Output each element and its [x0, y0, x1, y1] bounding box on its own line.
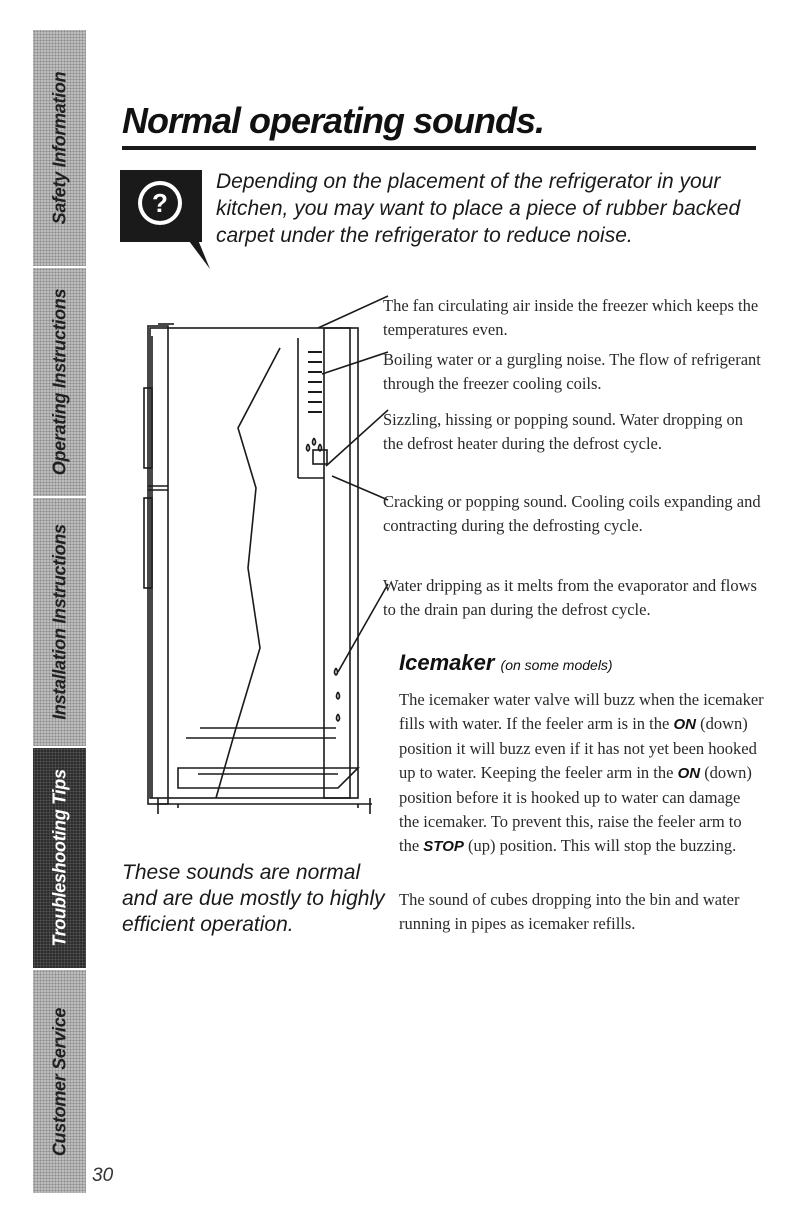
keyword-stop: STOP	[423, 838, 464, 855]
icemaker-cubes-paragraph: The sound of cubes dropping into the bin and water running in pipes as icemaker refills.	[399, 890, 740, 933]
callout-water-dripping: Water dripping as it melts from the evaporator and flows to the drain pan during the defrost cycle.	[383, 576, 757, 619]
text-run: The icemaker water valve will buzz when the icemaker fills with water. If the feeler arm is in the	[399, 690, 764, 733]
icemaker-heading	[399, 650, 613, 676]
icemaker-heading-text: Icemaker	[399, 650, 495, 675]
callout-fan: The fan circulating air inside the freezer which keeps the temperatures even.	[383, 296, 759, 339]
text-run: (up) position. This will stop the buzzing.	[463, 836, 737, 855]
tab-label: Safety Information	[49, 71, 69, 225]
text-run: (down) position it will buzz even if it has not yet been hooked up to water. Keeping the feeler arm in the	[399, 714, 757, 782]
tab-customer-service[interactable]	[33, 970, 86, 1195]
question-bubble-icon	[120, 165, 230, 275]
tip-text: Depending on the placement of the refrigerator in your kitchen, you may want to place a piece of rubber backed carpet under the refrigerator to reduce noise.	[216, 170, 741, 247]
tab-safety-information[interactable]	[33, 30, 86, 268]
tab-label: Installation Instructions	[49, 524, 69, 720]
tab-label: Operating Instructions	[49, 288, 69, 476]
page-title: Normal operating sounds.	[122, 100, 545, 141]
section-tabs	[33, 30, 86, 1195]
icemaker-subheading: (on some models)	[500, 657, 613, 673]
icemaker-paragraph	[399, 688, 764, 859]
text-run: (down) position before it is hooked up to water can damage the icemaker. To prevent this, raise the feeler arm to the	[399, 763, 752, 855]
tab-label: Troubleshooting Tips	[49, 769, 69, 947]
refrigerator-illustration	[138, 288, 400, 856]
page-number: 30	[92, 1165, 114, 1186]
keyword-on: ON	[677, 765, 701, 782]
normal-sounds-note: These sounds are normal and are due mostly to highly efficient operation.	[122, 861, 385, 936]
tab-installation-instructions[interactable]	[33, 498, 86, 748]
callout-cracking: Cracking or popping sound. Cooling coils expanding and contracting during the defrosting cycle.	[383, 492, 761, 535]
callout-boiling-water: Boiling water or a gurgling noise. The flow of refrigerant through the freezer cooling coils.	[383, 350, 761, 393]
tab-label: Customer Service	[49, 1007, 69, 1156]
svg-text:?: ?	[152, 188, 168, 218]
keyword-on: ON	[673, 716, 696, 733]
tab-operating-instructions[interactable]	[33, 268, 86, 498]
callout-sizzling: Sizzling, hissing or popping sound. Water dropping on the defrost heater during the defrost cycle.	[383, 410, 743, 453]
tab-troubleshooting-tips[interactable]	[33, 748, 86, 970]
title-rule	[122, 146, 756, 150]
